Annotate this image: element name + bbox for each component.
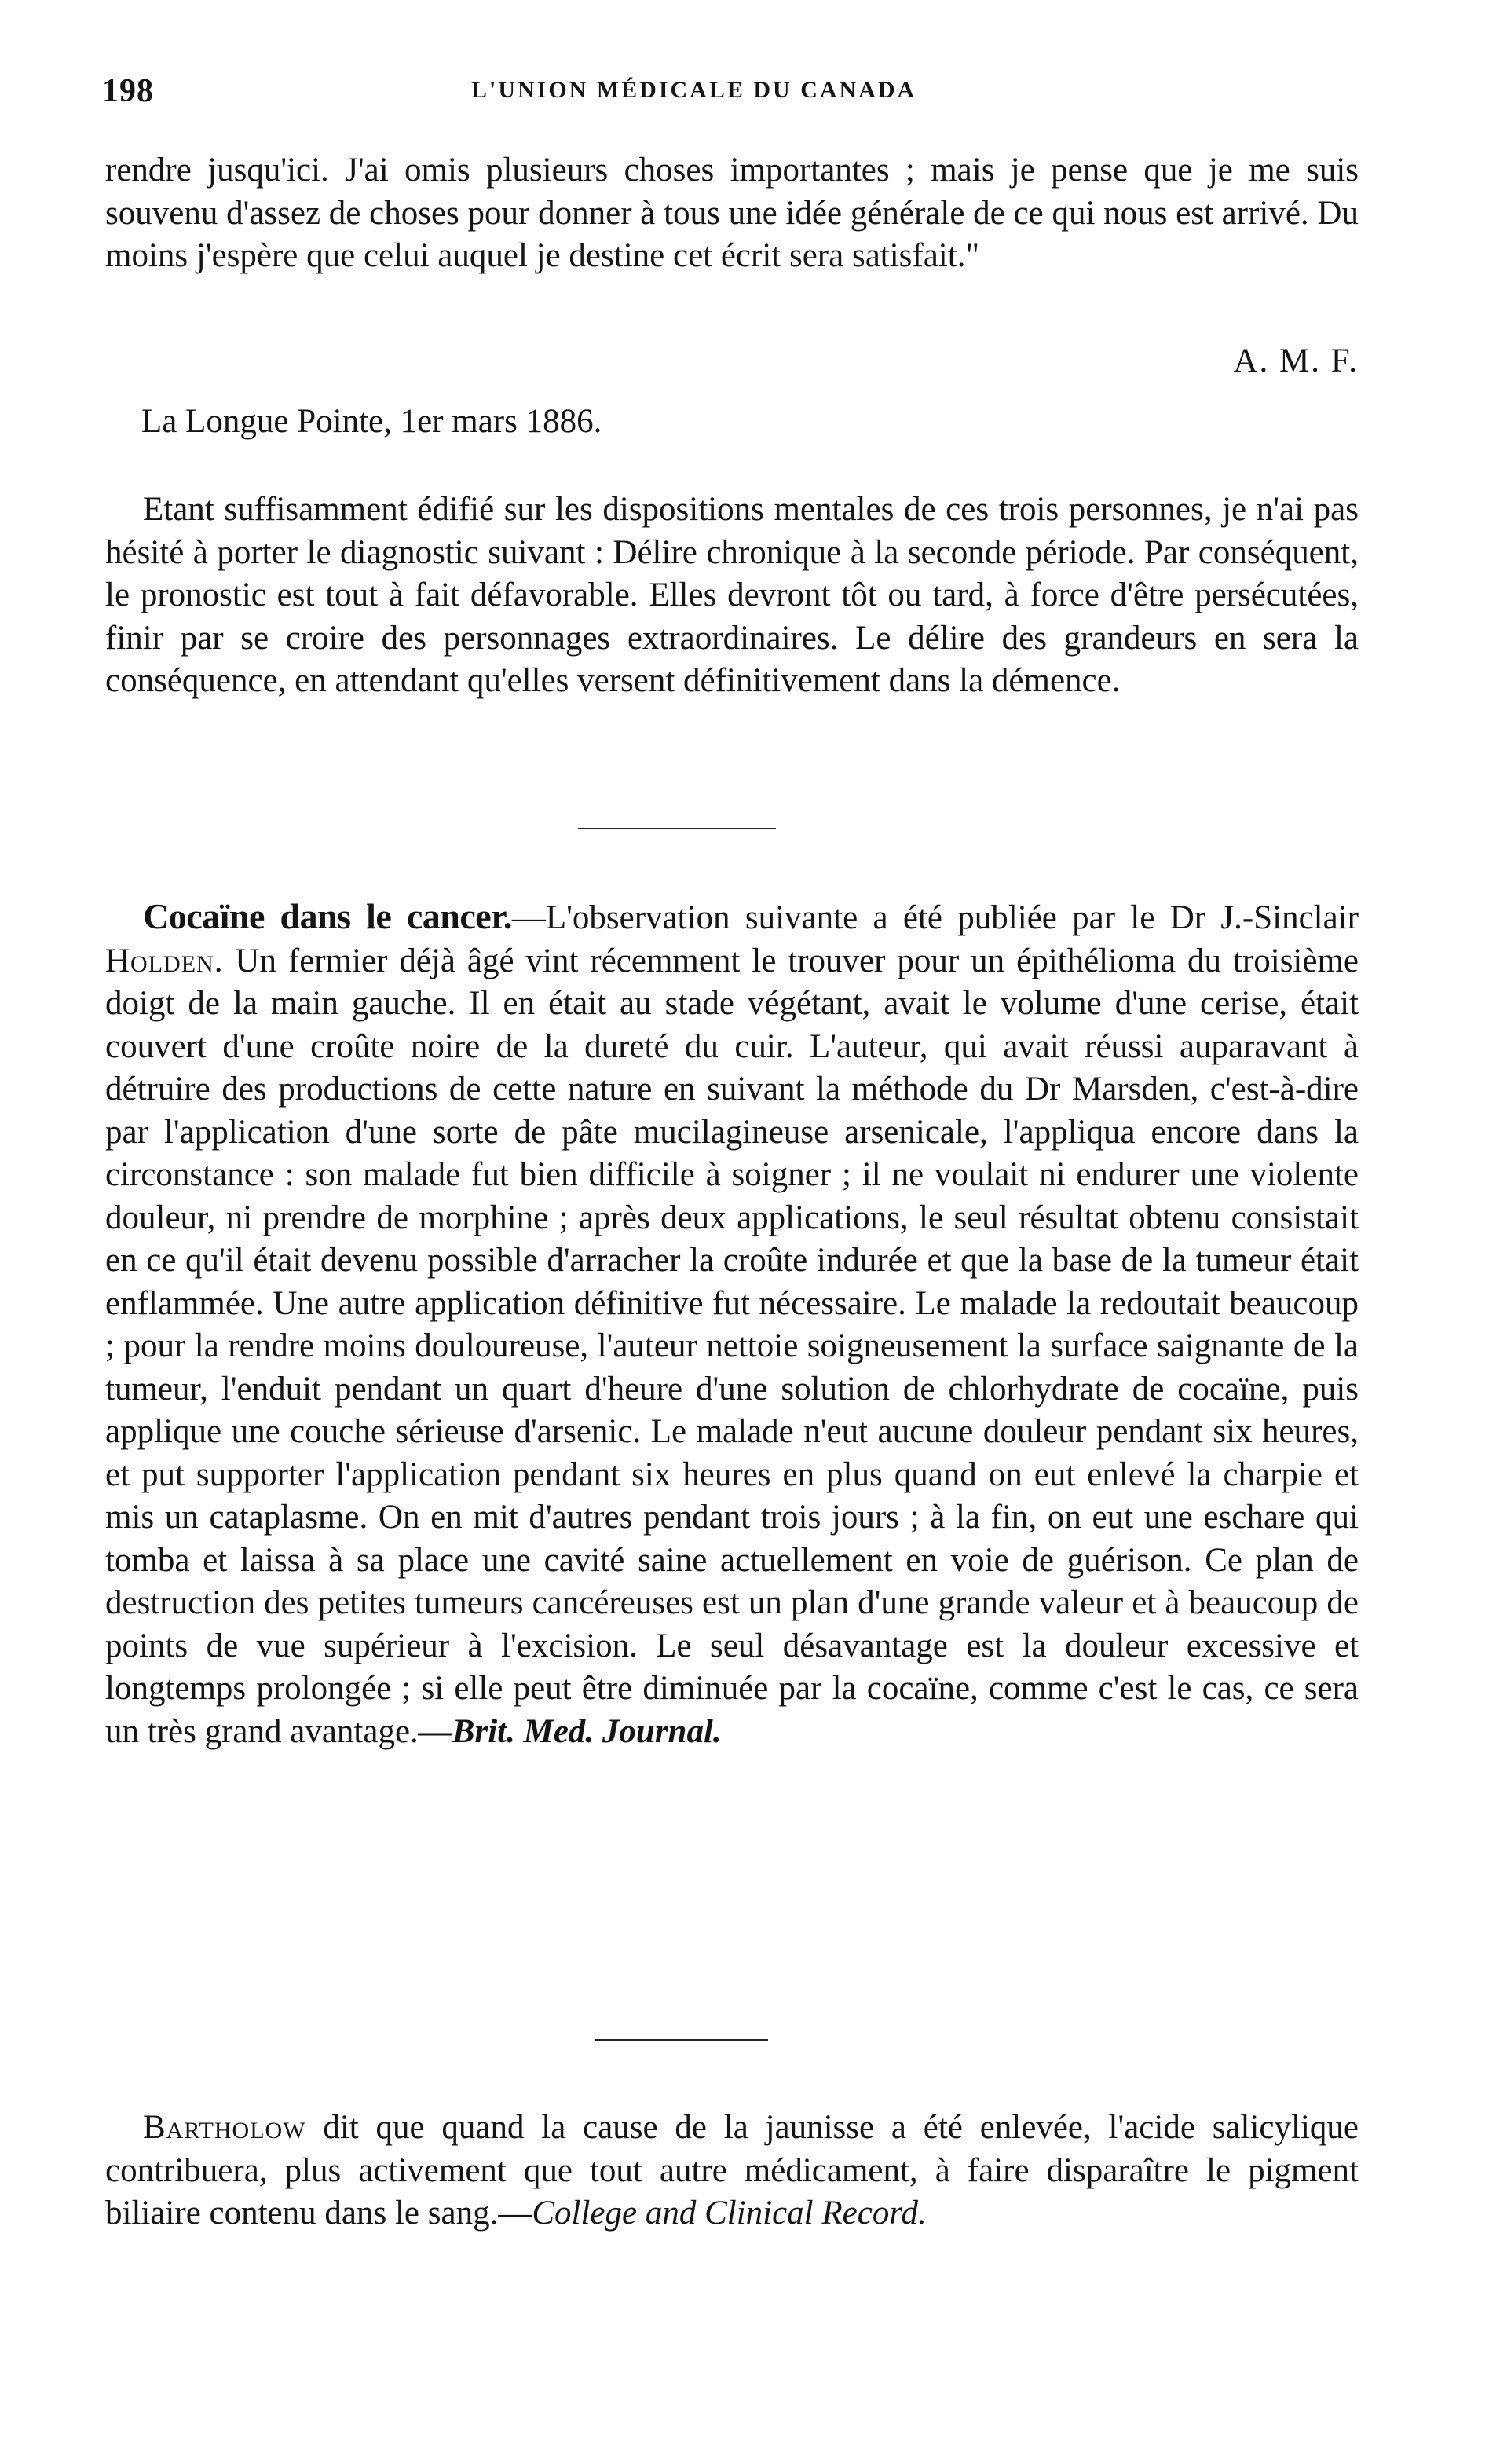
article-author: Holden. [105, 942, 224, 979]
article-source: —Brit. Med. Journal. [418, 1712, 722, 1750]
letter-ending-paragraph [105, 149, 1359, 278]
cocaine-article-text [105, 895, 1359, 1753]
cocaine-article [105, 895, 1359, 1753]
page-number: 198 [102, 73, 154, 109]
article-headword: Cocaïne dans le cancer. [143, 896, 512, 936]
diagnosis-text: Etant suffisamment édifié sur les dispositions mentales de ces trois personnes, je n'ai pas hésité à porter le diagnostic suivant : Délire chronique à la seconde période. Par conséquent, le pronostic est tout à fait défavorable. Elles devront tôt ou tard, à force d'être persécutées, finir par se croire des personnages extraordinaires. Le délire des grandeurs en sera la conséquence, en attendant qu'elles versent définitivement dans la démence. [105, 491, 1359, 699]
section-divider-1 [578, 828, 776, 829]
bartholow-source: College and Clinical Record. [532, 2195, 927, 2232]
diagnosis-paragraph [105, 489, 1359, 703]
signature: A. M. F. [1233, 342, 1359, 379]
bartholow-body: dit que quand la cause de la jaunisse a été enlevée, l'acide salicylique contribuera, plus activement que tout autre médicament, à faire disparaître le pigment biliaire contenu dans le sang.— [105, 2109, 1359, 2232]
journal-title: L'UNION MÉDICALE DU CANADA [471, 77, 917, 103]
article-intro: —L'observation suivante a été publiée par le Dr J.-Sinclair [511, 899, 1359, 936]
letter-ending-text: rendre jusqu'ici. J'ai omis plusieurs choses importantes ; mais je pense que je me suis souvenu d'assez de choses pour donner à tous une idée générale de ce qui nous est arrivé. Du moins j'espère que celui auquel je destine cet écrit sera satisfait." [105, 152, 1359, 274]
section-divider-2 [595, 2039, 768, 2041]
dateline: La Longue Pointe, 1er mars 1886. [141, 403, 602, 440]
article-body: Un fermier déjà âgé vint récemment le trouver pour un épithélioma du troisième doigt de la main gauche. Il en était au stade végétant, avait le volume d'une cerise, était couvert d'une croûte noire de la dureté du cuir. L'auteur, qui avait réussi auparavant à détruire des productions de cette nature en suivant la méthode du Dr Marsden, c'est-à-dire par l'application d'une sorte de pâte mucilagineuse arsenicale, l'appliqua encore dans la circonstance : son malade fut bien difficile à soigner ; il ne voulait ni endurer une violente douleur, ni prendre de morphine ; après deux applications, le seul résultat obtenu consistait en ce qu'il était devenu possible d'arracher la croûte indurée et que la base de la tumeur était enflammée. Une autre application définitive fut nécessaire. Le malade la redoutait beaucoup ; pour la rendre moins douloureuse, l'auteur nettoie soigneusement la surface saignante de la tumeur, l'enduit pendant un quart d'heure d'une solution de chlorhydrate de cocaïne, puis applique une couche sérieuse d'arsenic. Le malade n'eut aucune douleur pendant six heures, et put supporter l'application pendant six heures en plus quand on eut enlevé la charpie et mis un cataplasme. On en mit d'autres pendant trois jours ; à la fin, on eut une eschare qui tomba et laissa à sa place une cavité saine actuellement en voie de guérison. Ce plan de destruction des petites tumeurs cancéreuses est un plan d'une grande valeur et à beaucoup de points de vue supérieur à l'excision. Le seul désavantage est la douleur excessive et longtemps prolongée ; si elle peut être diminuée par la cocaïne, comme c'est le cas, ce sera un très grand avantage. [105, 942, 1359, 1750]
bartholow-author: Bartholow [143, 2109, 306, 2146]
running-head [102, 72, 1359, 112]
bartholow-text [105, 2107, 1359, 2235]
bartholow-note [105, 2107, 1359, 2235]
